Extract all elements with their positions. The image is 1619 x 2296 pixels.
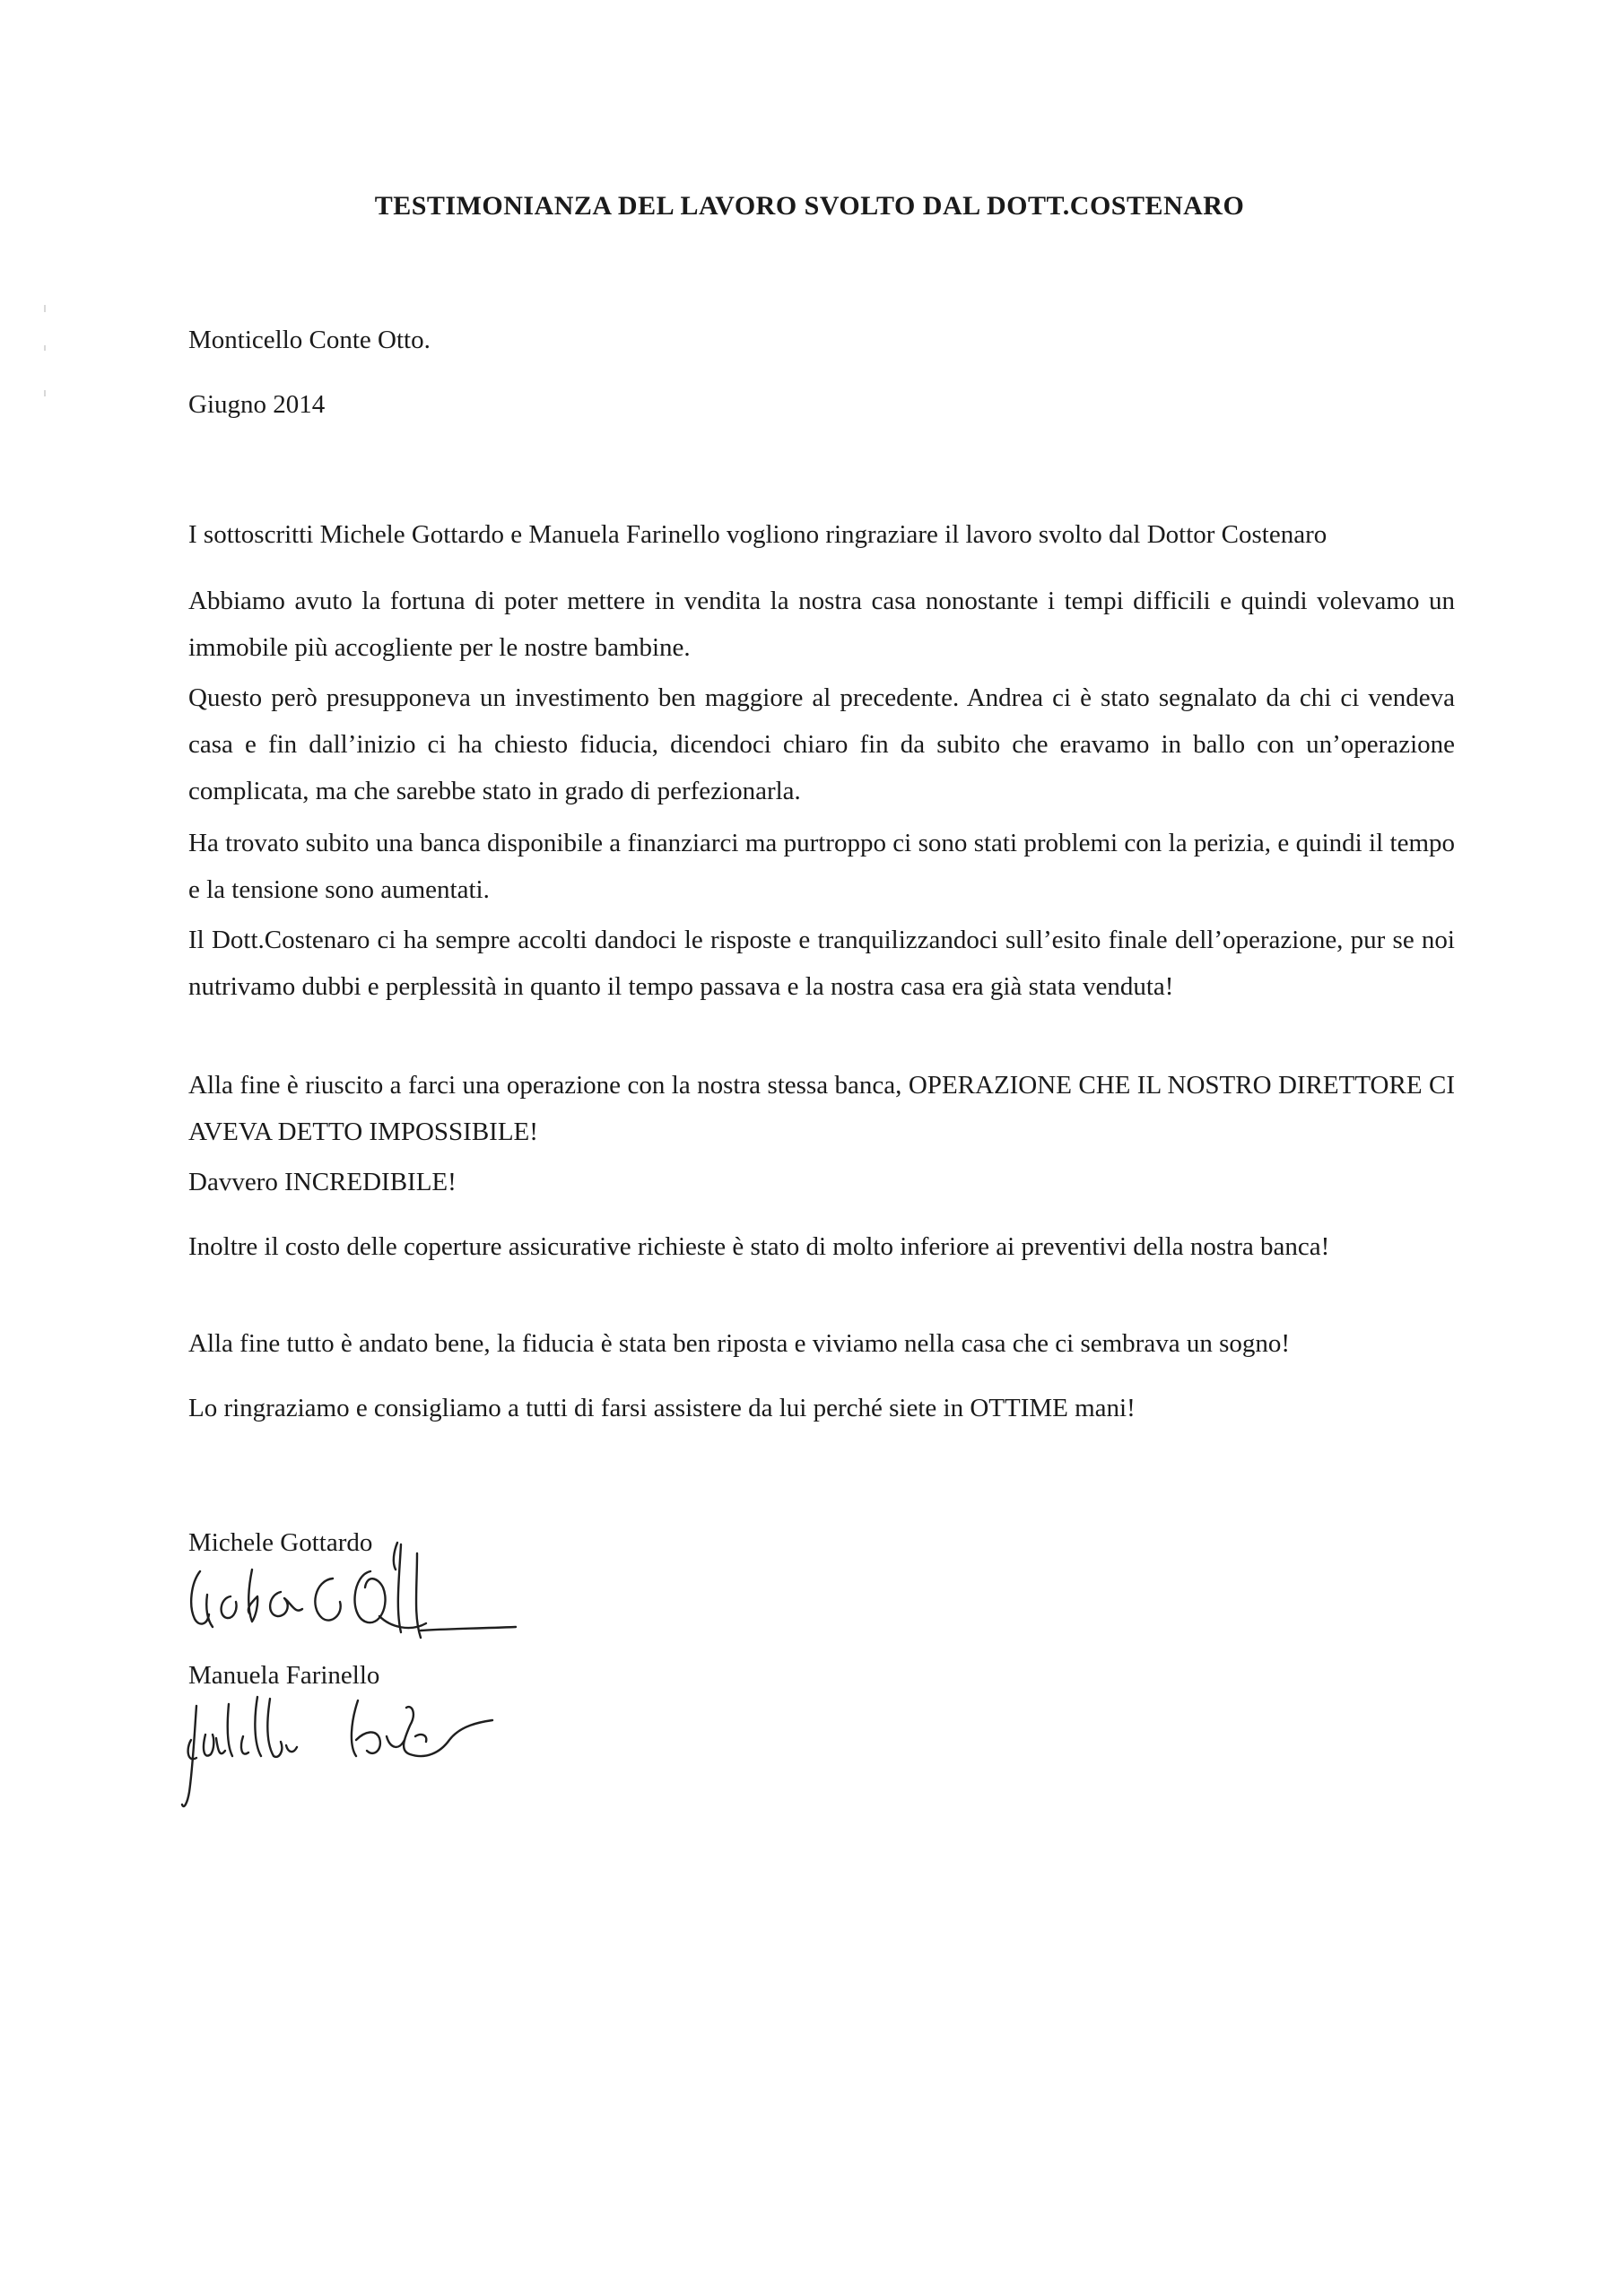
letter-date: Giugno 2014: [188, 390, 326, 419]
paragraph-investment: Questo però presupponeva un investimento ben maggiore al precedente. Andrea ci è stato segnalato da chi ci vendeva casa e fin dall’inizio ci ha chiesto fiducia, dicendoci chiaro fin da subito che eravamo in ballo con un’operazione complicata, ma che sarebbe stato in grado di perfezionarla.: [188, 683, 1455, 805]
paragraph-incredible: Davvero INCREDIBILE!: [188, 1168, 457, 1196]
paragraph-reassurance: Il Dott.Costenaro ci ha sempre accolti dandoci le risposte e tranquilizzandoci sull’esito finale dell’operazione, pur se noi nutrivamo dubbi e perplessità in quanto il tempo passava e la nostra casa era già stata venduta!: [188, 926, 1455, 1001]
paragraph-operation: Alla fine è riuscito a farci una operazione con la nostra stessa banca, OPERAZIONE CHE IL NOSTRO DIRETTORE CI AVEVA DETTO IMPOSSIBILE!: [188, 1071, 1455, 1146]
signature-michele: [175, 1516, 552, 1650]
paragraph-sale: Abbiamo avuto la fortuna di poter mettere in vendita la nostra casa nonostante i tempi difficili e quindi volevamo un immobile più accogliente per le nostre bambine.: [188, 587, 1455, 662]
paragraph-intro: I sottoscritti Michele Gottardo e Manuela Farinello vogliono ringraziare il lavoro svolto dal Dottor Costenaro: [188, 520, 1327, 549]
letter-title: TESTIMONIANZA DEL LAVORO SVOLTO DAL DOTT.COSTENARO: [374, 191, 1245, 221]
signer-name-manuela: Manuela Farinello: [188, 1661, 380, 1690]
paragraph-insurance: Inoltre il costo delle coperture assicurative richieste è stato di molto inferiore ai preventivi della nostra banca!: [188, 1232, 1330, 1261]
signer-name-michele: Michele Gottardo: [188, 1528, 373, 1557]
scan-edge-marks: [43, 305, 47, 422]
letter-place: Monticello Conte Otto.: [188, 326, 431, 354]
paragraph-thanks: Lo ringraziamo e consigliamo a tutti di farsi assistere da lui perché siete in OTTIME mani!: [188, 1394, 1136, 1422]
paragraph-bank: Ha trovato subito una banca disponibile a finanziarci ma purtroppo ci sono stati problemi con la perizia, e quindi il tempo e la tensione sono aumentati.: [188, 829, 1455, 904]
signature-manuela: [175, 1686, 552, 1821]
paragraph-outcome: Alla fine tutto è andato bene, la fiducia è stata ben riposta e viviamo nella casa che ci sembrava un sogno!: [188, 1329, 1291, 1358]
